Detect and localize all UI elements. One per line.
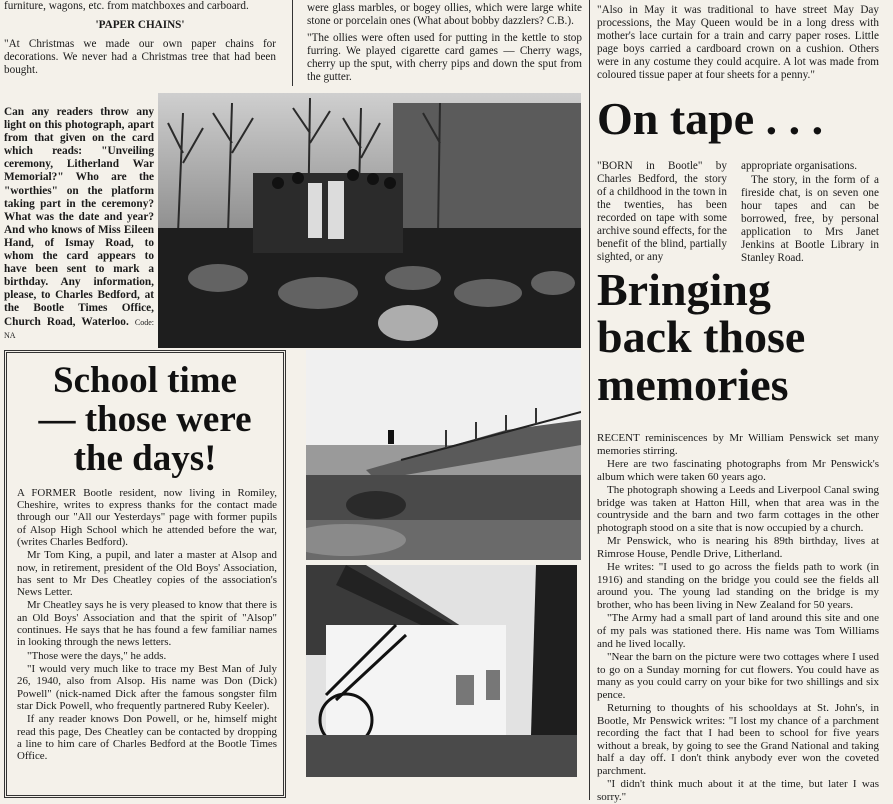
school-story-box (4, 350, 286, 798)
school-p4: "Those were the days," he adds. (27, 649, 167, 662)
memories-p3: The photograph showing a Leeds and Liverpool Canal swing bridge was taken at Hatton Hill, when that area was in the countryside and the barn and two farm cottages in the other photograph stood on a site that is now occupied by a church. (597, 484, 879, 534)
school-headline-line2: — those were (38, 399, 252, 441)
on-tape-col1 (597, 160, 727, 265)
school-p6: If any reader knows Don Powell, or he, himself might read this page, Des Cheatley can be contacted by dropping a line to him care of Charles Bedford at the Bootle Times Office. (17, 713, 277, 763)
school-body (17, 487, 277, 763)
on-tape-col2-p2: The story, in the form of a fireside chat, is on seven one hour tapes and can be borrowed, free, by personal application to Mrs Janet Jenkins at Bootle Library in Stanley Road. (741, 173, 879, 264)
barn-photo (306, 565, 577, 777)
school-headline-line1: School time (53, 360, 237, 401)
school-p5: "I would very much like to trace my Best Man of July 26, 1940, also from Alsop. His name was Don (Dick) Powell" (nick-named Dick after the famous songster film star Dick Powell, who frequently partnered Ruby Keeler). (17, 663, 277, 712)
memories-headline-line3: memories (597, 358, 789, 410)
memories-p9: "I didn't think much about it at the time, but later I was sorry." (597, 778, 879, 803)
ceremony-photo-image (158, 93, 581, 348)
memories-headline-line1: Bringing (597, 264, 771, 315)
school-headline (7, 361, 283, 479)
school-headline-line3: the days! (73, 438, 217, 480)
top-right-text: "Also in May it was traditional to have street May Day processions, the May Queen would be in a long dress with mother's lace curtain for a train and carry paper roses. Little page boys carried a cardboard crown on a cushion. Others were in any costume they could acquire. A lot was made from coloured tissue paper at four sheets for a penny." (597, 4, 879, 81)
memories-p4: Mr Penswick, who is nearing his 89th birthday, lives at Rimrose House, Pendle Drive, Litherland. (597, 535, 879, 560)
on-tape-headline: On tape . . . (597, 93, 824, 144)
school-p1: A FORMER Bootle resident, now living in Romiley, Cheshire, writes to express thanks for the contact made through our "All our Yesterdays" page with former pupils of Alsop High School which he attended before the war, (writes Charles Bedford). (17, 486, 277, 548)
top-middle-fragment: were glass marbles, or bogey ollies, which were large white stone or porcelain ones (What about bobby dazzlers? C.B.). (307, 2, 582, 27)
column-rule-right (589, 0, 590, 800)
memories-p1: RECENT reminiscences by Mr William Penswick set many memories stirring. (597, 432, 879, 457)
memories-headline-line2: back those (597, 311, 806, 363)
top-right-column (597, 4, 879, 83)
photo-code: Code: NA (4, 317, 154, 340)
memories-p8: Returning to thoughts of his schooldays at St. John's, in Bootle, Mr Penswick writes: "I lost my chance of a parchment recording the fact that I had been to school for five years without a break, by going to see the Grand National and taking half a day off. I don't think anybody ever won the coveted parchment. (597, 702, 879, 777)
ceremony-photo (158, 93, 581, 348)
memories-p5: He writes: "I used to go across the fields path to work (in 1916) and standing on the bridge you could see the fields all around you. The young lad standing on the bridge is my brother, who has been living in New Zealand for 50 years. (597, 561, 879, 611)
top-middle-column (307, 2, 582, 85)
memories-p6: "The Army had a small part of land around this site and one of my pals was stationed there. His name was Tom Williams and he lived locally. (597, 612, 879, 650)
memories-body (597, 432, 879, 804)
paper-chains-text: "At Christmas we made our own paper chains for decorations. We never had a Christmas tree that had been bought. (4, 37, 276, 76)
swing-bridge-image (306, 350, 581, 560)
top-left-fragment: furniture, wagons, etc. from matchboxes and carboard. (4, 0, 249, 12)
on-tape-col2 (741, 160, 879, 266)
paper-chains-subhead: 'PAPER CHAINS' (95, 18, 185, 31)
column-rule-left (292, 0, 293, 86)
school-p3: Mr Cheatley says he is very pleased to know that there is an Old Boys' Association and that the spirit of "Alsop" continues. He says that he has found a few familiar names in looking through the news letters. (17, 599, 277, 649)
photo-caption (4, 106, 154, 342)
memories-headline (597, 266, 805, 408)
school-p2: Mr Tom King, a pupil, and later a master at Alsop and now, in retirement, president of the Old Boys' Association, has sent to Mr Des Cheatley copies of the association's News Letter. (17, 549, 277, 599)
memories-p2: Here are two fascinating photographs from Mr Penswick's album which were taken 60 years ago. (597, 458, 879, 483)
on-tape-col2-p1: appropriate organisations. (741, 160, 857, 172)
on-tape-col1-text: "BORN in Bootle" by Charles Bedford, the story of a childhood in the town in the twenties, has been recorded on tape with some archive sound effects, for the benefit of the blind, partially sighted, or any (597, 160, 727, 263)
top-middle-text: "The ollies were often used for putting in the kettle to stop furring. We played cigarette card games — Cherry wags, cherry up the sput, with cherry pips and down the sput from the gutter. (307, 31, 582, 83)
memories-p7: "Near the barn on the picture were two cottages where I used to go on a Sunday morning for cut flowers. You could have as many as you could carry on your bike for two shillings and six pence. (597, 651, 879, 701)
top-left-column (4, 0, 276, 78)
barn-image (306, 565, 577, 777)
swing-bridge-photo (306, 350, 581, 560)
photo-caption-text: Can any readers throw any light on this photograph, apart from that given on the card which reads: "Unveiling ceremony, Litherland War Memorial?" Who are the "worthies" on the platform taking part in the ceremony? What was the date and year? And who knows of Miss Eileen Hand, of Ismay Road, to whom the card appears to have been sent to mark a birthday. Any information, please, to Charles Bedford, at the Bootle Times Office, Church Road, Waterloo. (4, 106, 154, 328)
